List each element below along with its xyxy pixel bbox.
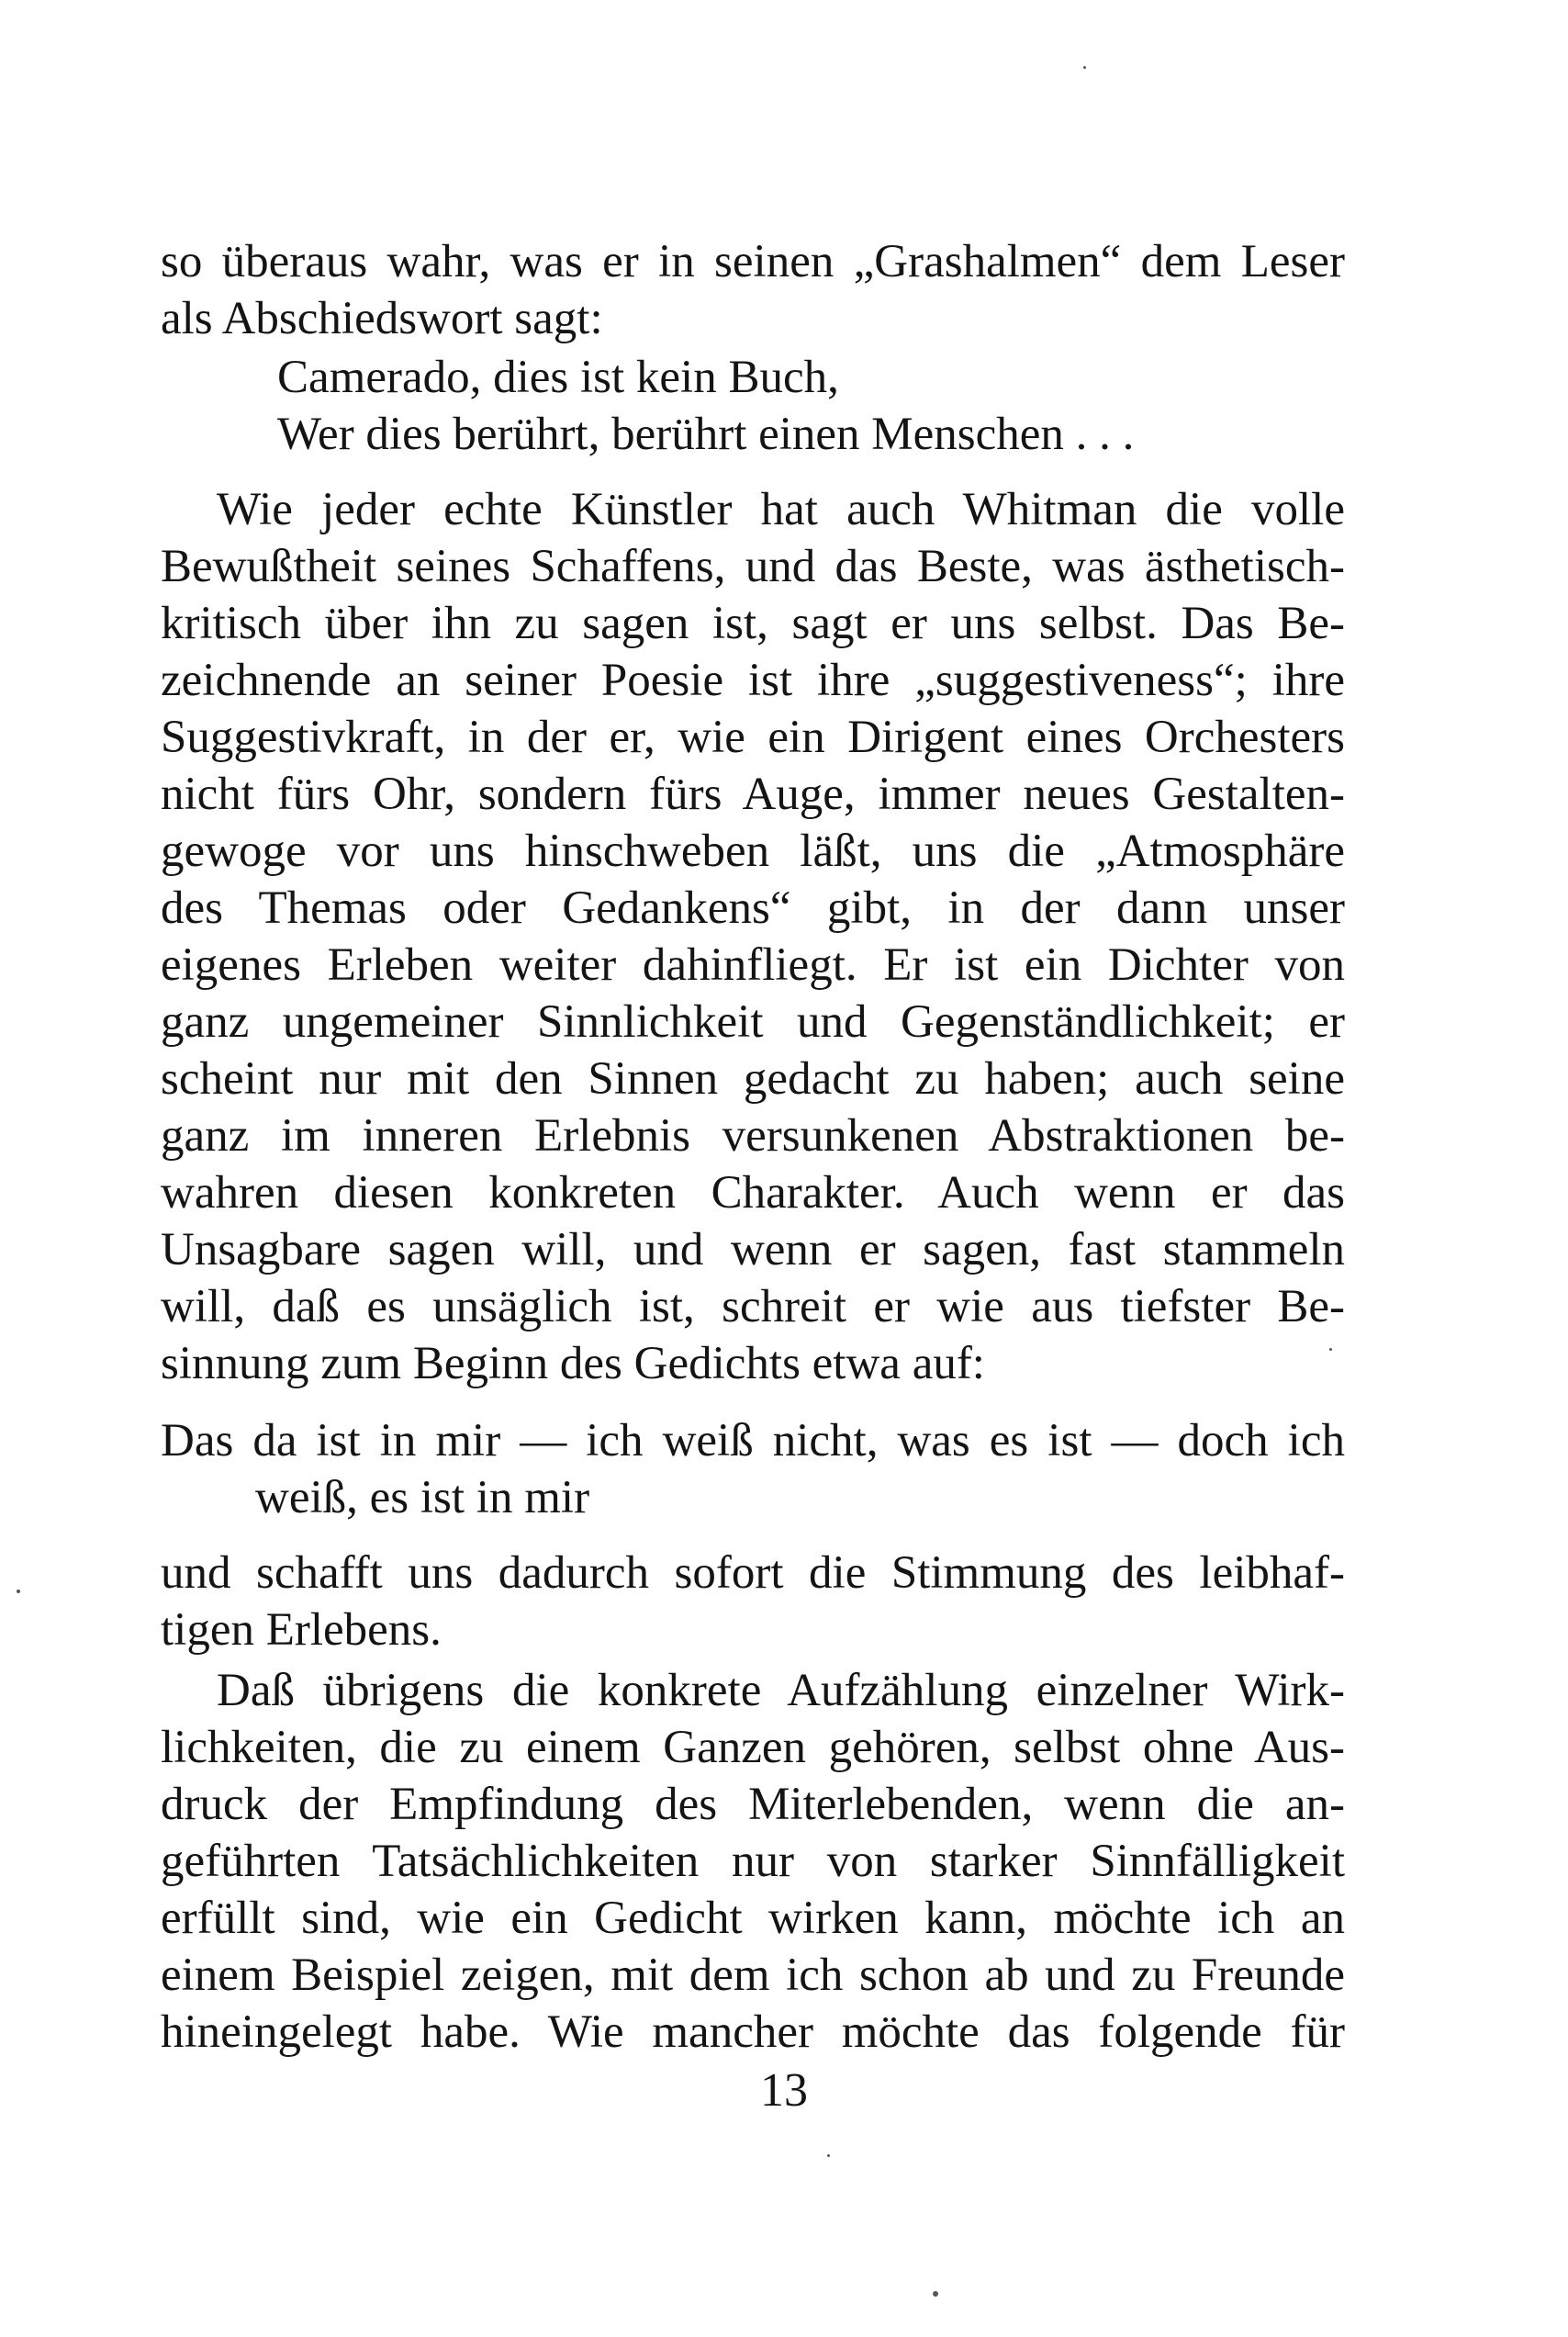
scan-speck — [827, 2154, 830, 2157]
text-line: druck der Empfindung des Miterlebenden, wenn die an- — [161, 1779, 1345, 1830]
quote-line: weiß, es ist in mir — [255, 1472, 590, 1523]
text-line: lichkeiten, die zu einem Ganzen gehören, selbst ohne Aus- — [161, 1722, 1345, 1773]
text-line: hineingelegt habe. Wie mancher möchte das folgende für — [161, 2006, 1345, 2058]
text-line: sinnung zum Beginn des Gedichts etwa auf: — [161, 1338, 985, 1389]
text-line: kritisch über ihn zu sagen ist, sagt er uns selbst. Das Be- — [161, 598, 1345, 649]
quote-line: Das da ist in mir — ich weiß nicht, was es ist — doch ich — [161, 1415, 1345, 1466]
text-line: wahren diesen konkreten Charakter. Auch wenn er das — [161, 1167, 1345, 1219]
scan-speck — [933, 2291, 938, 2297]
text-line: will, daß es unsäglich ist, schreit er wie aus tiefster Be- — [161, 1281, 1345, 1332]
quote-line: Wer dies berührt, berührt einen Menschen . . . — [277, 409, 1135, 460]
page-number: 13 — [760, 2064, 808, 2117]
text-line: ganz im inneren Erlebnis versunkenen Abstraktionen be- — [161, 1110, 1345, 1162]
text-line: Unsagbare sagen will, und wenn er sagen, fast stammeln — [161, 1224, 1345, 1275]
text-line: so überaus wahr, was er in seinen „Grashalmen“ dem Leser — [161, 236, 1345, 287]
scan-speck — [1329, 1348, 1332, 1351]
text-line: tigen Erlebens. — [161, 1604, 442, 1656]
text-line: scheint nur mit den Sinnen gedacht zu haben; auch seine — [161, 1053, 1345, 1105]
text-line: zeichnende an seiner Poesie ist ihre „suggestiveness“; ihre — [161, 655, 1345, 706]
text-line: gewoge vor uns hinschweben läßt, uns die „Atmosphäre — [161, 826, 1345, 877]
paragraph-first-line: Wie jeder echte Künstler hat auch Whitman die volle — [217, 484, 1345, 535]
text-line: nicht fürs Ohr, sondern fürs Auge, immer neues Gestalten- — [161, 769, 1345, 820]
quote-line: Camerado, dies ist kein Buch, — [277, 352, 839, 403]
text-line: und schafft uns dadurch sofort die Stimmung des leibhaf- — [161, 1547, 1345, 1599]
text-line: erfüllt sind, wie ein Gedicht wirken kann, möchte ich an — [161, 1893, 1345, 1944]
text-line: Suggestivkraft, in der er, wie ein Dirigent eines Orchesters — [161, 712, 1345, 763]
text-line: einem Beispiel zeigen, mit dem ich schon ab und zu Freunde — [161, 1949, 1345, 2001]
scan-speck — [17, 1590, 20, 1593]
text-line: ganz ungemeiner Sinnlichkeit und Gegenständlichkeit; er — [161, 996, 1345, 1048]
text-line: als Abschiedswort sagt: — [161, 293, 603, 344]
text-line: des Themas oder Gedankens“ gibt, in der dann unser — [161, 882, 1345, 934]
scan-speck — [1083, 66, 1086, 69]
text-line: geführten Tatsächlichkeiten nur von starker Sinnfälligkeit — [161, 1836, 1345, 1887]
text-line: Bewußtheit seines Schaffens, und das Beste, was ästhetisch- — [161, 541, 1345, 592]
paragraph-first-line: Daß übrigens die konkrete Aufzählung einzelner Wirk- — [217, 1665, 1345, 1716]
text-line: eigenes Erleben weiter dahinfliegt. Er ist ein Dichter von — [161, 939, 1345, 991]
